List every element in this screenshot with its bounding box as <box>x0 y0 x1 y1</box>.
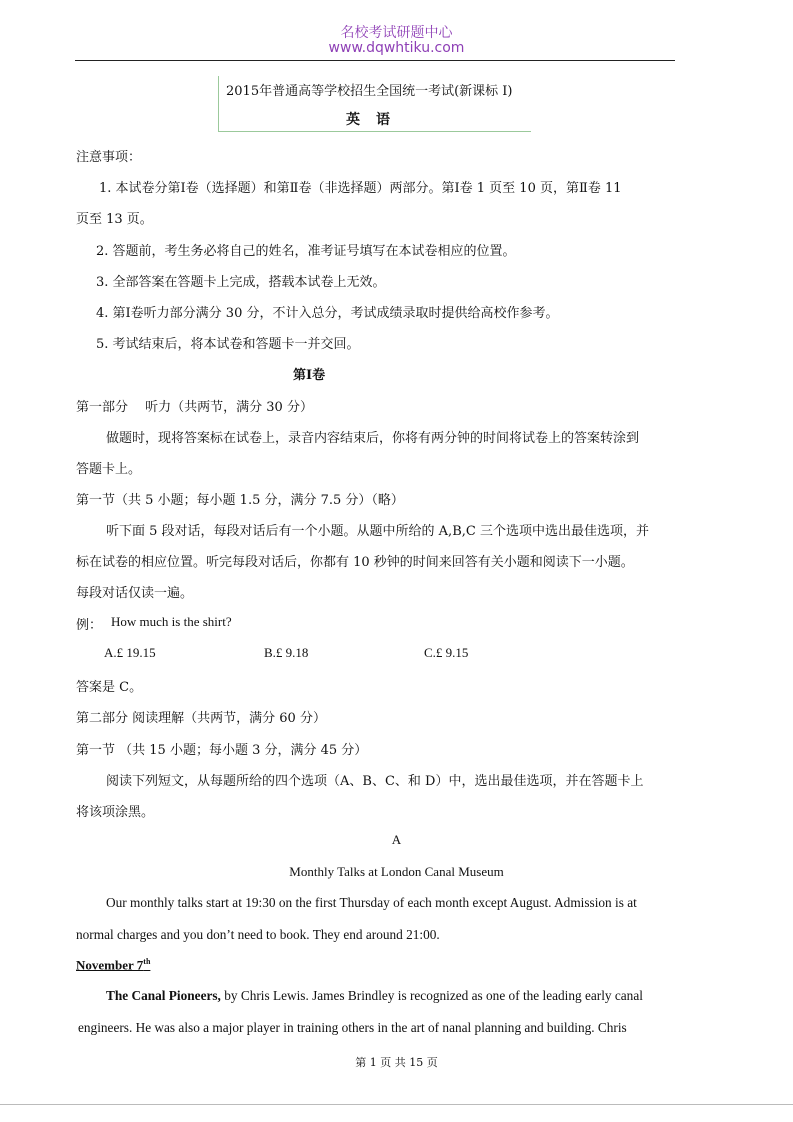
notice-item-1: 1. 本试卷分第Ⅰ卷（选择题）和第Ⅱ卷（非选择题）两部分。第Ⅰ卷 1 页至 10 页，第Ⅱ卷 11 <box>99 181 622 196</box>
page-middle: 页 共 <box>380 1056 406 1069</box>
section1-title: 第一节（共 5 小题；每小题 1.5 分，满分 7.5 分）（略） <box>76 493 404 508</box>
page-prefix: 第 <box>355 1056 367 1069</box>
site-name: 名校考试研题中心 <box>340 25 453 41</box>
example-question: How much is the shirt? <box>111 614 232 629</box>
page-footer <box>0 1054 793 1070</box>
notice-item-1-cont: 页至 13 页。 <box>76 212 153 227</box>
talk-date-suffix: th <box>143 957 151 966</box>
talk-description: by Chris Lewis. James Brindley is recognized as one of the leading early canal <box>220 988 643 1003</box>
section1-instruction-cont: 标在试卷的相应位置。听完每段对话后，你都有 10 秒钟的时间来回答有关小题和阅读下一小题。 <box>76 555 634 570</box>
passage-intro: Our monthly talks start at 19:30 on the first Thursday of each month except August. Admission is at <box>106 895 637 910</box>
header-divider <box>75 60 675 61</box>
example-option-b: B.£ 9.18 <box>264 645 309 660</box>
talk-line-2: engineers. He was also a major player in training others in the art of nanal planning and building. Chris <box>78 1020 627 1035</box>
talk-date-text: November 7 <box>76 957 144 973</box>
part1-instruction-cont: 答题卡上。 <box>76 462 142 477</box>
passage-intro-cont: normal charges and you don’t need to book. They end around 21:00. <box>76 927 440 942</box>
notice-item-2: 2. 答题前，考生务必将自己的姓名，准考证号填写在本试卷相应的位置。 <box>96 244 516 259</box>
exam-subject: 英 语 <box>346 112 391 128</box>
page-bottom-edge <box>0 1104 793 1105</box>
example-answer: 答案是 C。 <box>76 680 143 695</box>
talk-line-1 <box>106 988 643 1004</box>
part1-instruction: 做题时，现将答案标在试卷上，录音内容结束后，你将有两分钟的时间将试卷上的答案转涂到 <box>106 431 640 446</box>
part2-section1-title: 第一节 （共 15 小题；每小题 3 分，满分 45 分） <box>76 743 368 758</box>
talk-date <box>76 957 150 973</box>
passage-title: Monthly Talks at London Canal Museum <box>289 864 504 879</box>
passage-label: A <box>391 832 402 847</box>
talk-title: The Canal Pioneers, <box>106 988 221 1003</box>
page-number: 1 <box>369 1056 377 1069</box>
example-option-c: C.£ 9.15 <box>424 645 469 660</box>
part1-title: 第一部分 听力（共两节，满分 30 分） <box>76 400 313 415</box>
section1-instruction-cont2: 每段对话仅读一遍。 <box>76 586 194 601</box>
example-label: 例： <box>76 618 103 633</box>
exam-title: 2015年普通高等学校招生全国统一考试(新课标 I) <box>226 84 513 99</box>
page-total: 15 <box>409 1056 424 1069</box>
notice-item-5: 5. 考试结束后，将本试卷和答题卡一并交回。 <box>96 337 360 352</box>
notice-item-3: 3. 全部答案在答题卡上完成，搭载本试卷上无效。 <box>96 275 386 290</box>
part2-instruction-cont: 将该项涂黑。 <box>76 805 155 820</box>
section1-instruction: 听下面 5 段对话，每段对话后有一个小题。从题中所给的 A,B,C 三个选项中选出最佳选项，并 <box>106 524 649 539</box>
site-url[interactable]: www.dqwhtiku.com <box>328 40 465 56</box>
part2-instruction: 阅读下列短文，从每题所给的四个选项（A、B、C、和 D）中，选出最佳选项，并在答题卡上 <box>106 774 644 789</box>
notice-heading: 注意事项： <box>76 150 142 165</box>
notice-item-4: 4. 第Ⅰ卷听力部分满分 30 分，不计入总分，考试成绩录取时提供给高校作参考。 <box>96 306 559 321</box>
page-suffix: 页 <box>426 1056 438 1069</box>
part2-title: 第二部分 阅读理解（共两节，满分 60 分） <box>76 711 326 726</box>
volume-heading: 第Ⅰ卷 <box>293 368 326 383</box>
example-option-a: A.£ 19.15 <box>104 645 156 660</box>
